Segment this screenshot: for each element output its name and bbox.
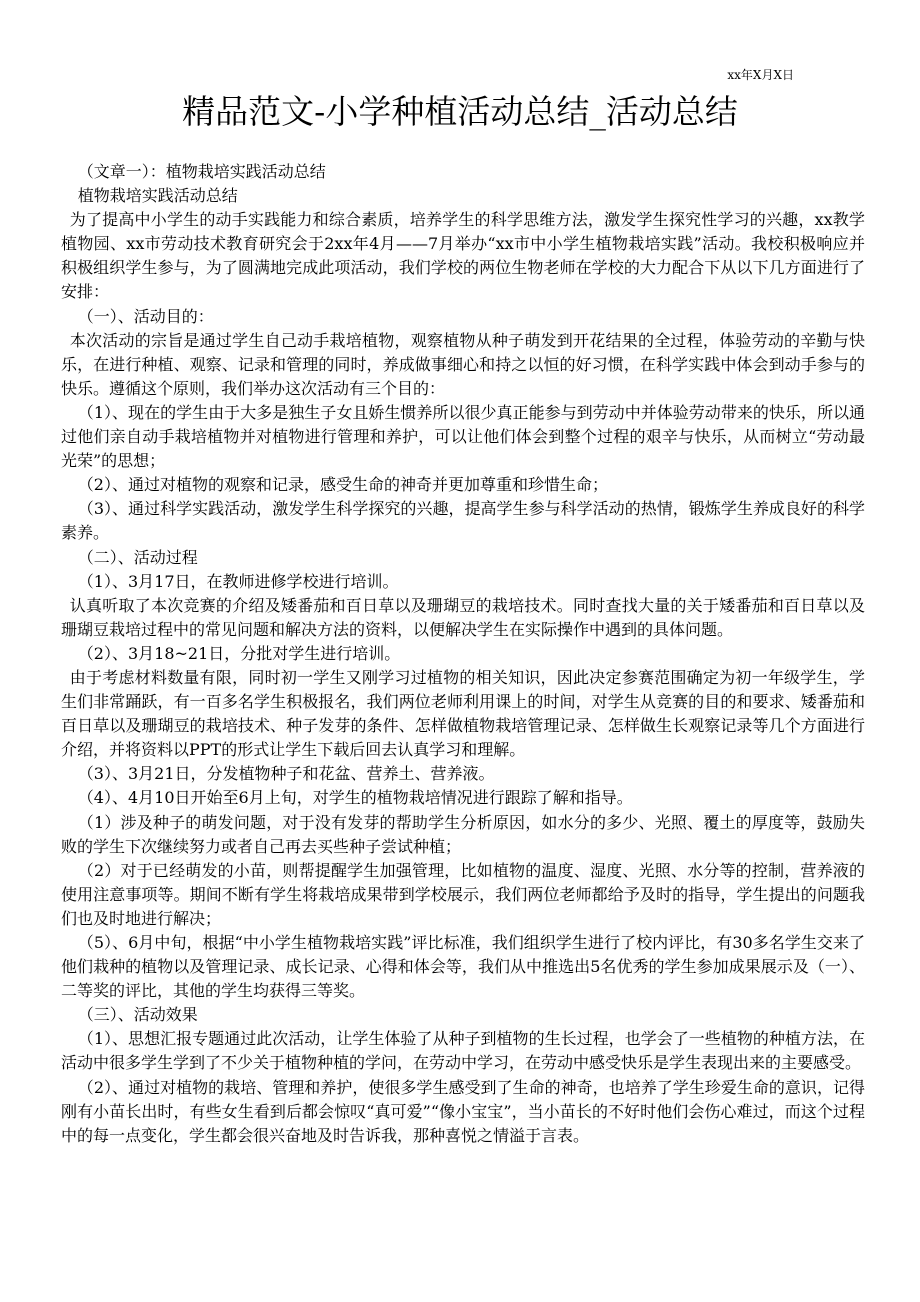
paragraph: 由于考虑材料数量有限，同时初一学生又刚学习过植物的相关知识，因此决定参赛范围确定为初一年级学生，学生们非常踊跃，有一百多名学生积极报名，我们两位老师利用课上的时间，对学生从竞赛的目的和要求、矮番茄和百日草以及珊瑚豆的栽培技术、种子发芽的条件、怎样做植物栽培管理记录、怎样做生长观察记录等几个方面进行介绍，并将资料以PPT的形式让学生下载后回去认真学习和理解。	[61, 667, 865, 760]
list-item: （5）、6月中旬，根据“中小学生植物栽培实践”评比标准，我们组织学生进行了校内评比，有30多名学生交来了他们栽种的植物以及管理记录、成长记录、心得和体会等，我们从中推选出5名优秀的学生参加成果展示及（一）、二等奖的评比，其他的学生均获得三等奖。	[61, 933, 865, 1001]
section-heading: （三）、活动效果	[77, 1005, 198, 1025]
document-title: 精品范文-小学种植活动总结_活动总结	[182, 92, 738, 131]
article-label: （文章一）：植物栽培实践活动总结	[77, 162, 326, 181]
paragraph: 为了提高中小学生的动手实践能力和综合素质，培养学生的科学思维方法，激发学生探究性学习的兴趣，xx教学植物园、xx市劳动技术教育研究会于2xx年4月——7月举办“xx市中小学生植物栽培实践”活动。我校积极响应并积极组织学生参与，为了圆满地完成此项活动，我们学校的两位生物老师在学校的大力配合下从以下几方面进行了安排：	[61, 210, 865, 302]
paragraph: 本次活动的宗旨是通过学生自己动手栽培植物，观察植物从种子萌发到开花结果的全过程，体验劳动的辛勤与快乐，在进行种植、观察、记录和管理的同时，养成做事细心和持之以恒的好习惯，在科学实践中体会到动手参与的快乐。遵循这个原则，我们举办这次活动有三个目的：	[61, 330, 865, 398]
list-item: （2）、3月18~21日，分批对学生进行培训。	[77, 643, 401, 663]
list-item: （3）、3月21日，分发植物种子和花盆、营养土、营养液。	[77, 764, 495, 784]
list-item: （1）、3月17日，在教师进修学校进行培训。	[77, 571, 399, 591]
list-item: （4）、4月10日开始至6月上旬，对学生的植物栽培情况进行跟踪了解和指导。	[77, 788, 633, 808]
list-item: （2）、通过对植物的栽培、管理和养护，使很多学生感受到了生命的神奇，也培养了学生珍爱生命的意识，记得刚有小苗长出时，有些女生看到后都会惊叹“真可爱”“像小宝宝”，当小苗长的不好时他们会伤心难过，而这个过程中的每一点变化，学生都会很兴奋地及时告诉我，那种喜悦之情溢于言表。	[61, 1077, 865, 1145]
article-subtitle: 植物栽培实践活动总结	[77, 186, 238, 206]
document-date: xx年X月X日	[727, 68, 794, 82]
section-heading: （二）、活动过程	[77, 547, 198, 567]
list-item: （1）涉及种子的萌发问题，对于没有发芽的帮助学生分析原因，如水分的多少、光照、覆土的厚度等，鼓励失败的学生下次继续努力或者自己再去买些种子尝试种植；	[61, 812, 865, 856]
list-item: （3）、通过科学实践活动，激发学生科学探究的兴趣，提高学生参与科学活动的热情，锻炼学生养成良好的科学素养。	[61, 499, 865, 543]
paragraph: 认真听取了本次竞赛的介绍及矮番茄和百日草以及珊瑚豆的栽培技术。同时查找大量的关于矮番茄和百日草以及珊瑚豆栽培过程中的常见问题和解决方法的资料，以便解决学生在实际操作中遇到的具体问题。	[61, 595, 865, 639]
list-item: （2）、通过对植物的观察和记录，感受生命的神奇并更加尊重和珍惜生命；	[77, 475, 608, 495]
list-item: （1）、思想汇报专题通过此次活动，让学生体验了从种子到植物的生长过程，也学会了一些植物的种植方法，在活动中很多学生学到了不少关于植物种植的学问，在劳动中学习，在劳动中感受快乐是学生表现出来的主要感受。	[61, 1029, 865, 1073]
list-item: （1）、现在的学生由于大多是独生子女且娇生惯养所以很少真正能参与到劳动中并体验劳动带来的快乐，所以通过他们亲自动手栽培植物并对植物进行管理和养护，可以让他们体会到整个过程的艰辛与快乐，从而树立“劳动最光荣”的思想；	[61, 402, 865, 471]
list-item: （2）对于已经萌发的小苗，则帮提醒学生加强管理，比如植物的温度、湿度、光照、水分等的控制，营养液的使用注意事项等。期间不断有学生将栽培成果带到学校展示，我们两位老师都给予及时的指导，学生提出的问题我们也及时地进行解决；	[61, 860, 865, 928]
section-heading: （一）、活动目的：	[77, 306, 214, 326]
document-body	[61, 160, 865, 1148]
